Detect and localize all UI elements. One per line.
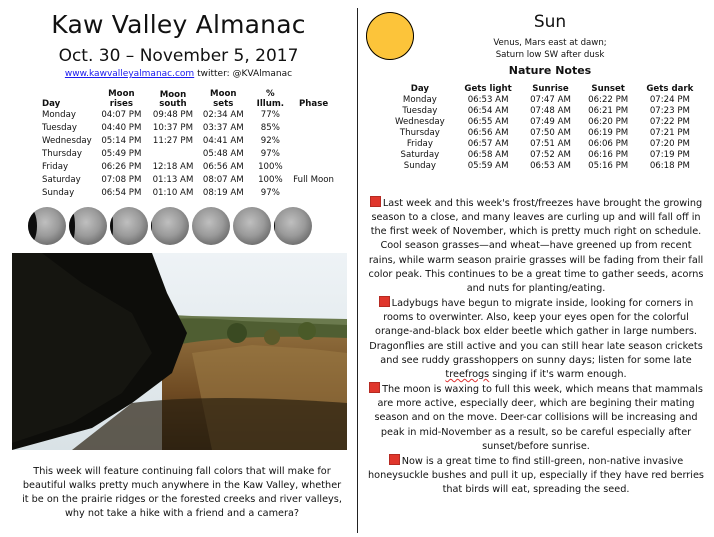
nature-notes — [366, 196, 706, 497]
moon-sets: 06:56 AM — [202, 161, 244, 172]
moon-illum: 100% — [258, 161, 283, 172]
moon-south: 10:37 PM — [152, 123, 194, 134]
sun-sunrise: 07:48 AM — [530, 105, 571, 116]
moon-phase-shadow — [69, 207, 75, 245]
moon-phase: Full Moon — [293, 174, 334, 185]
red-square-bullet-icon — [370, 196, 381, 207]
sun-day: Friday — [406, 139, 433, 150]
nature-note-text: The moon is waxing to full this week, which means that mammals are more active, especially deer, which are begining their mating season and on the move. Deer-car collisions will be increasing and peak in mid-November as a result, so be careful especially after sunset/before sunrise. — [374, 384, 703, 452]
sun-table-row — [385, 150, 703, 161]
moon-phase — [291, 136, 336, 149]
spellcheck-word: treefrogs — [445, 368, 490, 380]
moon-table-row — [40, 136, 336, 149]
sun-sunset: 06:06 PM — [588, 139, 629, 150]
column-divider — [357, 8, 358, 533]
sun-col-day: Day — [410, 84, 430, 94]
moon-day: Friday — [42, 161, 69, 172]
sun-circle-icon — [366, 12, 414, 60]
moon-illum: 77% — [260, 110, 280, 121]
page-title: Kaw Valley Almanac — [51, 10, 306, 39]
nature-note — [366, 454, 706, 497]
sun-sunset: 06:19 PM — [588, 128, 629, 139]
sun-sunset: 06:20 PM — [588, 116, 629, 127]
moon-phase-image — [28, 207, 66, 245]
sun-table-row — [385, 161, 703, 172]
sun-gets-light: 05:59 AM — [467, 161, 509, 172]
nature-note-text: Now is a great time to find still-green, non-native invasive honeysuckle bushes and pull it up, especially if they have red berries that birds will eat, spreading the seed. — [368, 455, 704, 496]
moon-south: 01:13 AM — [152, 174, 194, 185]
moon-phase-image — [274, 207, 312, 245]
sun-gets-dark: 07:21 PM — [649, 128, 690, 139]
moon-illum: 85% — [260, 123, 280, 134]
sun-col-sunrise: Sunrise — [532, 84, 569, 94]
moon-phase-strip — [28, 207, 334, 247]
sun-sunset: 06:16 PM — [588, 150, 629, 161]
moon-illum: 97% — [260, 148, 280, 159]
sun-gets-light: 06:55 AM — [467, 116, 509, 127]
moon-phase-image — [69, 207, 107, 245]
moon-phase-image — [192, 207, 230, 245]
moon-sets: 08:19 AM — [202, 187, 244, 198]
sun-gets-dark: 07:19 PM — [649, 150, 690, 161]
moon-col-south: Moon south — [159, 89, 187, 110]
sun-gets-dark: 07:22 PM — [649, 116, 690, 127]
moon-phase — [291, 110, 336, 123]
nature-note — [366, 382, 706, 454]
sun-col-sunset: Sunset — [591, 84, 625, 94]
moon-sets: 05:48 AM — [202, 148, 244, 159]
sun-sunrise: 06:53 AM — [530, 161, 571, 172]
moon-day: Monday — [42, 110, 76, 121]
moon-table-row — [40, 123, 336, 136]
moon-day: Sunday — [42, 187, 75, 198]
sun-gets-dark: 06:18 PM — [649, 161, 690, 172]
red-square-bullet-icon — [369, 382, 380, 393]
moon-phase-image — [110, 207, 148, 245]
moon-rises: 06:54 PM — [101, 187, 142, 198]
moon-rises: 06:26 PM — [101, 161, 142, 172]
sun-table-row — [385, 128, 703, 139]
moon-day: Wednesday — [42, 136, 92, 146]
sun-table-header — [385, 84, 703, 94]
moon-day: Thursday — [42, 148, 82, 159]
sun-gets-light: 06:58 AM — [467, 150, 509, 161]
moon-phase-shadow — [28, 207, 37, 245]
moon-south: 12:18 AM — [152, 161, 194, 172]
moon-phase-image — [233, 207, 271, 245]
nature-note — [366, 296, 706, 382]
nature-note-text: Ladybugs have begun to migrate inside, looking for corners in rooms to overwinter. Also, keep your eyes open for the colorful orange-and-black box elder beetle which gather in large numbers. Dragonflies are still active and you can still hear late season crickets and see ruddy grasshoppers on sunny days; listen for some late — [369, 298, 703, 366]
website-link[interactable]: www.kawvalleyalmanac.com — [64, 69, 195, 79]
nature-note-text-end: singing if it's warm enough. — [489, 368, 627, 380]
sun-sunset: 06:22 PM — [588, 94, 629, 105]
sun-sunrise: 07:47 AM — [530, 94, 571, 105]
moon-sets: 04:41 AM — [202, 136, 244, 146]
sun-table-row — [385, 94, 703, 105]
moon-phase-image — [151, 207, 189, 245]
sun-gets-light: 06:54 AM — [467, 105, 509, 116]
moon-illum: 97% — [260, 187, 280, 198]
moon-sets: 02:34 AM — [202, 110, 244, 121]
moon-col-illum: % Illum. — [256, 89, 285, 109]
date-range: Oct. 30 – November 5, 2017 — [58, 46, 299, 66]
moon-col-day: Day — [42, 98, 61, 109]
moon-south: 11:27 PM — [152, 136, 194, 146]
sun-day: Wednesday — [395, 116, 445, 127]
moon-table-header — [40, 90, 336, 110]
moon-col-sets: Moon sets — [210, 89, 237, 109]
sun-col-gets-light: Gets light — [464, 84, 512, 94]
red-square-bullet-icon — [379, 296, 390, 307]
moon-col-rises: Moon rises — [108, 89, 135, 109]
sun-day: Thursday — [399, 128, 440, 139]
sun-sunrise: 07:49 AM — [530, 116, 571, 127]
moon-table-row — [40, 187, 336, 200]
sun-gets-dark: 07:20 PM — [649, 139, 690, 150]
planets-line-1: Venus, Mars east at dawn; — [493, 38, 607, 48]
moon-table-row — [40, 110, 336, 123]
moon-illum: 92% — [260, 136, 280, 146]
sun-sunrise: 07:50 AM — [530, 128, 571, 139]
nature-note-text: Last week and this week's frost/freezes have brought the growing season to a close, and many leaves are curling up and will fall off in the first week of November, which is pretty much right on schedule. Cool season grasses—and wheat—have greened up from recent rains, while warm season prairie grasses will be fading from their fall color peak. This continues to be a great time to gather seeds, acorns and nuts for planting/eating. — [368, 198, 704, 294]
sun-sunrise: 07:52 AM — [530, 150, 571, 161]
moon-rises: 04:07 PM — [101, 110, 142, 121]
moon-table-row — [40, 161, 336, 174]
nature-notes-heading: Nature Notes — [508, 64, 592, 77]
sun-table-body — [385, 94, 703, 172]
sun-table — [385, 84, 703, 172]
moon-table-row — [40, 148, 336, 161]
nature-note — [366, 196, 706, 296]
moon-phase-shadow — [274, 207, 275, 245]
sun-gets-light: 06:53 AM — [467, 94, 509, 105]
sun-day: Saturday — [400, 150, 440, 161]
moon-col-phase: Phase — [299, 98, 329, 109]
moon-rises: 05:49 PM — [101, 148, 142, 159]
sun-gets-light: 06:57 AM — [467, 139, 509, 150]
moon-sets: 08:07 AM — [202, 174, 244, 185]
moon-illum: 100% — [258, 174, 283, 185]
moon-table-row — [40, 174, 336, 187]
moon-table — [40, 90, 336, 200]
sun-heading: Sun — [533, 12, 567, 32]
sun-gets-dark: 07:23 PM — [649, 105, 690, 116]
sun-sunset: 06:21 PM — [588, 105, 629, 116]
red-square-bullet-icon — [389, 454, 400, 465]
moon-phase — [291, 187, 336, 200]
moon-phase-shadow — [151, 207, 152, 245]
website-line — [0, 69, 357, 79]
landscape-illustration — [12, 253, 347, 450]
sun-gets-dark: 07:24 PM — [649, 94, 690, 105]
moon-phase — [291, 123, 336, 136]
moon-table-body — [40, 110, 336, 200]
sun-table-row — [385, 116, 703, 127]
moon-day: Saturday — [42, 174, 81, 185]
moon-south: 09:48 PM — [152, 110, 194, 121]
moon-sets: 03:37 AM — [202, 123, 244, 134]
sun-sunrise: 07:51 AM — [530, 139, 571, 150]
moon-south: 01:10 AM — [152, 187, 194, 198]
sun-table-row — [385, 105, 703, 116]
prairie-landscape-photo — [12, 253, 347, 450]
moon-south — [149, 148, 197, 161]
sun-table-row — [385, 139, 703, 150]
sun-col-gets-dark: Gets dark — [646, 84, 694, 94]
moon-day: Tuesday — [42, 123, 77, 134]
sun-sunset: 05:16 PM — [588, 161, 629, 172]
sun-gets-light: 06:56 AM — [467, 128, 509, 139]
moon-phase — [291, 161, 336, 174]
sun-day: Sunday — [403, 161, 436, 172]
photo-caption: This week will feature continuing fall colors that will make for beautiful walks pretty much anywhere in the Kaw Valley, whether it be on the prairie ridges or the forested creeks and river valleys, why not take a hike with a friend and a camera? — [22, 466, 342, 520]
moon-phase — [291, 148, 336, 161]
twitter-handle: twitter: @KVAlmanac — [197, 69, 293, 79]
moon-rises: 07:08 PM — [101, 174, 142, 185]
planets-line-2: Saturn low SW after dusk — [495, 50, 605, 60]
moon-rises: 05:14 PM — [101, 136, 142, 146]
moon-phase-shadow — [110, 207, 113, 245]
moon-rises: 04:40 PM — [101, 123, 142, 134]
sun-day: Tuesday — [402, 105, 438, 116]
sun-day: Monday — [402, 94, 437, 105]
